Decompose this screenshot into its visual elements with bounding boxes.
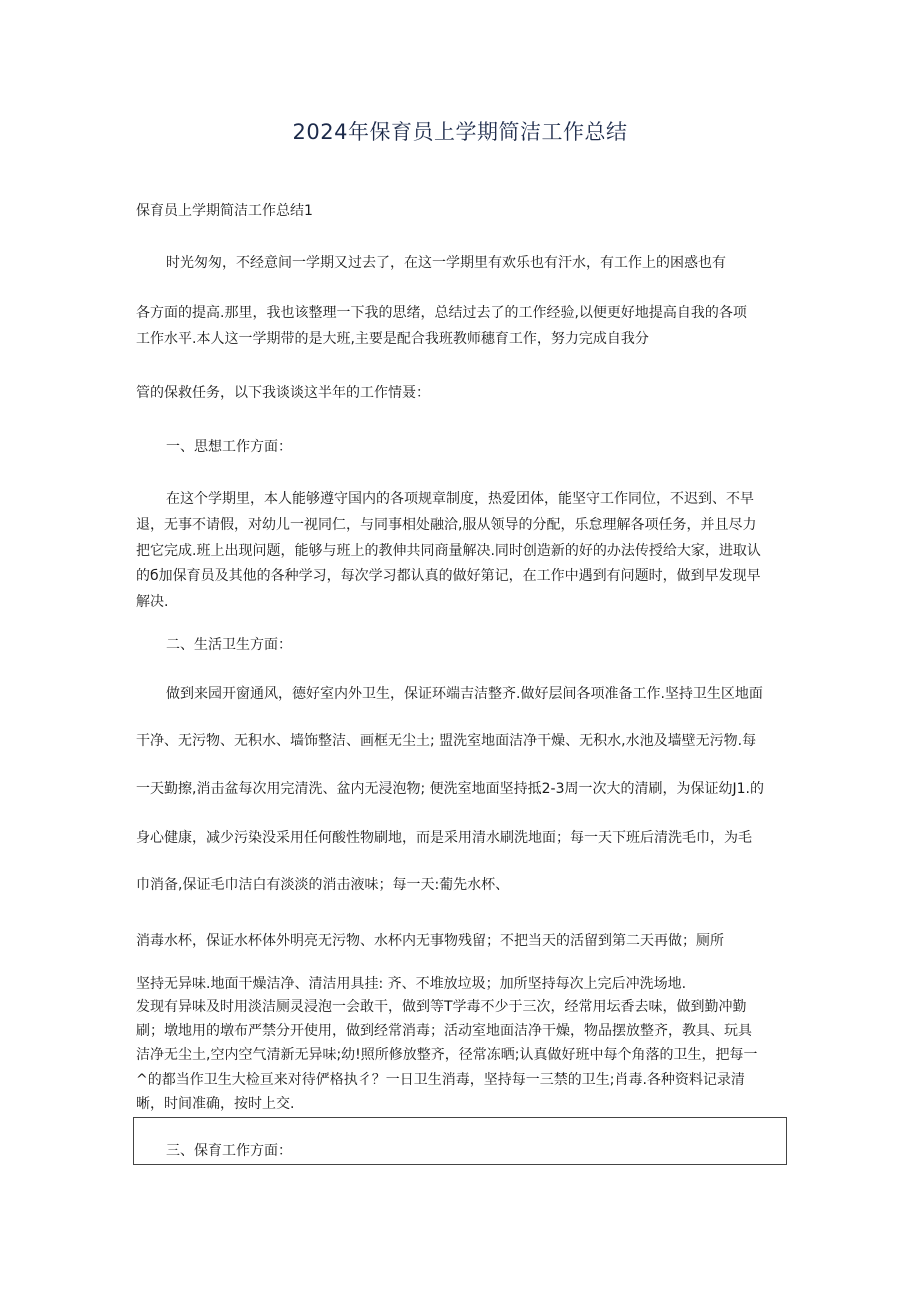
paragraph-line: 洁净无尘土,空内空气清新无异味;幼!照所修放整齐，径常冻晒;认真做好班中每个角落的卫生，把每一 bbox=[136, 1047, 758, 1063]
paragraph-line: 刷；墩地用的墩布严禁分开使用，做到经常消毒；活动室地面洁净干燥，物品摆放整齐，教具、玩具 bbox=[136, 1023, 752, 1039]
paragraph-line: 一天勤擦,消击盆每次用完清洗、盆内无浸泡物; 便洗室地面坚持抵2-3周一次大的清刷，为保证幼J1.的 bbox=[136, 781, 764, 797]
paragraph-line: 退，无事不请假，对幼儿一视同仁，与同事相处融洽,服从领导的分配，乐怠理解各项任务，并且尽力 bbox=[136, 517, 757, 533]
paragraph-line: 时光匆匆，不经意间一学期又过去了，在这一学期里有欢乐也有汗水，有工作上的困惑也有 bbox=[166, 255, 726, 271]
section-heading: 三、保育工作方面： bbox=[166, 1143, 292, 1159]
paragraph-line: 消毒水杯，保证水杯体外明亮无污物、水杯内无事物残留；不把当天的活留到第二天再做；厕所 bbox=[136, 933, 724, 949]
paragraph-line: 发现有异味及时用淡洁厕灵浸泡一会敢干，做到等T学毒不少于三次，经常用坛香去味，做到勤冲勤 bbox=[136, 999, 747, 1015]
paragraph-line: 巾消备,保证毛巾洁白有淡淡的消击液味；每一天:葡先水杯、 bbox=[136, 877, 510, 893]
section-heading: 二、生活卫生方面： bbox=[166, 637, 292, 653]
paragraph-line: 工作水平.本人这一学期带的是大班,主要是配合我班教师穗育工作，努力完成自我分 bbox=[136, 331, 649, 347]
section-heading: 一、思想工作方面： bbox=[166, 439, 292, 455]
paragraph-line: 管的保救任务，以下我谈谈这半年的工作情聂： bbox=[136, 385, 430, 401]
paragraph-line: ^的都当作卫生大检亘来对待俨格执彳？一日卫生消毒，坚持每一三禁的卫生;肖毒.各种资料记录清 bbox=[136, 1072, 745, 1088]
section-box-bottom-border bbox=[133, 1164, 787, 1165]
section-subtitle: 保育员上学期简洁工作总结1 bbox=[136, 203, 313, 219]
paragraph-line: 坚持无异味.地面干燥洁净、清洁用具挂: 齐、不堆放垃圾；加所坚持每次上完后冲洗场地. bbox=[136, 976, 687, 992]
paragraph-line: 的б加保育员及其他的各种学习，每次学习都认真的做好第记，在工作中遇到有问题时，做到早发现早 bbox=[136, 568, 761, 584]
paragraph-line: 身心健康，减少污染没采用任何酸性物刷地，而是采用清水刷洗地面；每一天下班后清洗毛巾，为毛 bbox=[136, 830, 752, 846]
paragraph-line: 各方面的提高.那里，我也该整理一下我的思绪，总结过去了的工作经验,以便更好地提高自我的各项 bbox=[136, 305, 747, 321]
paragraph-line: 干净、无污物、无积水、墙饰整洁、画框无尘土; 盟洗室地面洁净干燥、无积水,水池及墙壁无污物.每 bbox=[136, 733, 757, 749]
paragraph-line: 把它完成.班上出现问题，能够与班上的教伸共同商量解决.同时创造新的好的办法传授给大家，进取认 bbox=[136, 543, 761, 559]
paragraph-line: 在这个学期里，本人能够遵守国内的各项规章制度，热爱团体，能坚守工作同位，不迟到、不早 bbox=[166, 491, 754, 507]
paragraph-line: 做到来园开窗通风，德好室内外卫生，保证环端吉洁整齐.做好层间各项准备工作.坚持卫生区地面 bbox=[166, 686, 763, 702]
paragraph-line: 解决. bbox=[136, 594, 169, 610]
document-title: 2024年保育员上学期简洁工作总结 bbox=[292, 120, 628, 144]
paragraph-line: 晰，时间准确，按时上交. bbox=[136, 1096, 295, 1112]
